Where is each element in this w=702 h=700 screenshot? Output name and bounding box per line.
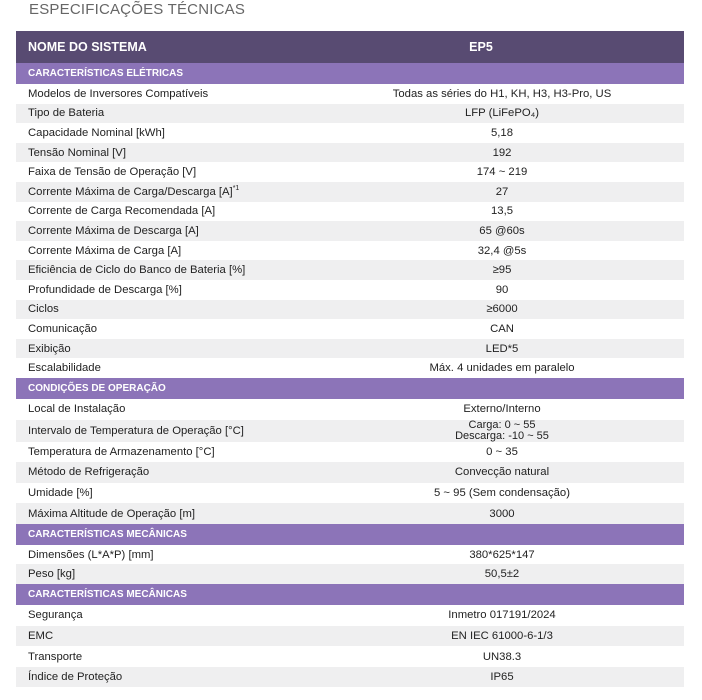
row-label: EMC bbox=[28, 629, 54, 642]
row-value: 380*625*147 bbox=[469, 548, 535, 561]
row-value: 3000 bbox=[489, 507, 515, 520]
row-label: Faixa de Tensão de Operação [V] bbox=[28, 166, 197, 179]
row-label: Corrente Máxima de Descarga [A] bbox=[28, 224, 199, 237]
row-value: 5,18 bbox=[491, 126, 513, 139]
row-label: Dimensões (L*A*P) [mm] bbox=[28, 548, 154, 561]
row-label: Modelos de Inversores Compatíveis bbox=[28, 87, 209, 100]
table-row bbox=[16, 605, 684, 626]
table-row bbox=[16, 241, 684, 261]
row-value: CAN bbox=[490, 322, 514, 335]
header-label: NOME DO SISTEMA bbox=[28, 40, 147, 54]
row-value: ≥6000 bbox=[486, 303, 518, 316]
table-row bbox=[16, 84, 684, 104]
row-label bbox=[16, 185, 328, 198]
table-row bbox=[16, 399, 684, 420]
row-value: 174 ~ 219 bbox=[476, 166, 528, 179]
table-row bbox=[16, 319, 684, 339]
row-label: Transporte bbox=[28, 650, 83, 663]
table-row bbox=[16, 545, 684, 565]
table-row bbox=[16, 358, 684, 378]
row-value: Todas as séries do H1, KH, H3, H3-Pro, US bbox=[392, 87, 612, 100]
row-value: 90 bbox=[495, 283, 509, 296]
row-label: Tensão Nominal [V] bbox=[28, 146, 126, 159]
table-row bbox=[16, 104, 684, 124]
row-label: Umidade [%] bbox=[28, 486, 93, 499]
row-label: Temperatura de Armazenamento [°C] bbox=[28, 445, 215, 458]
table-row bbox=[16, 162, 684, 182]
row-label: Método de Refrigeração bbox=[28, 466, 150, 479]
row-value: 65 @60s bbox=[479, 224, 525, 237]
row-label: Peso [kg] bbox=[28, 568, 76, 581]
row-label: Máxima Altitude de Operação [m] bbox=[28, 507, 196, 520]
section-header-mechanical: CARACTERÍSTICAS MECÂNICAS bbox=[16, 524, 684, 545]
table-row bbox=[16, 339, 684, 359]
section-header-mechanical-2: CARACTERÍSTICAS MECÂNICAS bbox=[16, 584, 684, 605]
row-label: Eficiência de Ciclo do Banco de Bateria [%] bbox=[28, 264, 246, 277]
row-value: ≥95 bbox=[492, 264, 512, 277]
row-value: 50,5±2 bbox=[484, 568, 520, 581]
row-value-line: Descarga: -10 ~ 55 bbox=[455, 429, 549, 442]
table-row bbox=[16, 420, 684, 442]
section-header-operation: CONDIÇÕES DE OPERAÇÃO bbox=[16, 378, 684, 399]
row-label: Escalabilidade bbox=[28, 362, 101, 375]
row-value: Inmetro 017191/2024 bbox=[448, 609, 556, 622]
page-title: ESPECIFICAÇÕES TÉCNICAS bbox=[29, 1, 246, 18]
row-label: Corrente de Carga Recomendada [A] bbox=[28, 205, 216, 218]
row-label: Profundidade de Descarga [%] bbox=[28, 283, 182, 296]
row-value: Externo/Interno bbox=[463, 403, 541, 416]
row-value: EN IEC 61000-6-1/3 bbox=[451, 629, 553, 642]
row-value: 27 bbox=[495, 185, 509, 198]
row-value: UN38.3 bbox=[482, 650, 522, 663]
row-label-text: Corrente Máxima de Carga/Descarga [A] bbox=[28, 186, 233, 199]
table-row bbox=[16, 442, 684, 463]
row-label: Comunicação bbox=[28, 322, 98, 335]
table-row bbox=[16, 646, 684, 667]
table-row bbox=[16, 182, 684, 202]
row-value: 0 ~ 35 bbox=[486, 445, 518, 458]
table-row bbox=[16, 260, 684, 280]
table-row bbox=[16, 300, 684, 320]
table-row bbox=[16, 626, 684, 647]
spec-table bbox=[16, 31, 684, 687]
table-row bbox=[16, 202, 684, 222]
row-value: LED*5 bbox=[485, 342, 519, 355]
row-label: Corrente Máxima de Carga [A] bbox=[28, 244, 182, 257]
row-label: Índice de Proteção bbox=[28, 671, 123, 684]
table-row bbox=[16, 462, 684, 483]
header-value: EP5 bbox=[469, 40, 493, 54]
row-value bbox=[328, 420, 684, 441]
table-row bbox=[16, 143, 684, 163]
row-value: LFP (LiFePO₄) bbox=[464, 107, 540, 120]
row-label: Exibição bbox=[28, 342, 71, 355]
table-row bbox=[16, 564, 684, 584]
row-value: Convecção natural bbox=[454, 466, 550, 479]
row-value: 192 bbox=[492, 146, 512, 159]
row-value: Máx. 4 unidades em paralelo bbox=[429, 362, 575, 375]
table-row bbox=[16, 667, 684, 688]
row-label: Intervalo de Temperatura de Operação [°C] bbox=[28, 424, 244, 437]
row-label: Capacidade Nominal [kWh] bbox=[28, 126, 165, 139]
table-row bbox=[16, 221, 684, 241]
table-row bbox=[16, 503, 684, 524]
row-value-line: Carga: 0 ~ 55 bbox=[468, 419, 536, 431]
table-row bbox=[16, 483, 684, 504]
row-value: 32,4 @5s bbox=[477, 244, 527, 257]
row-label: Segurança bbox=[28, 609, 83, 622]
row-label: Tipo de Bateria bbox=[28, 107, 105, 120]
table-header bbox=[16, 31, 684, 63]
footnote-marker: *1 bbox=[232, 185, 240, 193]
row-value: IP65 bbox=[490, 671, 514, 684]
row-label: Ciclos bbox=[28, 303, 59, 316]
table-row bbox=[16, 280, 684, 300]
table-row bbox=[16, 123, 684, 143]
row-value: 5 ~ 95 (Sem condensação) bbox=[434, 486, 570, 499]
row-label: Local de Instalação bbox=[28, 403, 126, 416]
section-header-electrical: CARACTERÍSTICAS ELÉTRICAS bbox=[16, 63, 684, 84]
row-value: 13,5 bbox=[491, 205, 513, 218]
